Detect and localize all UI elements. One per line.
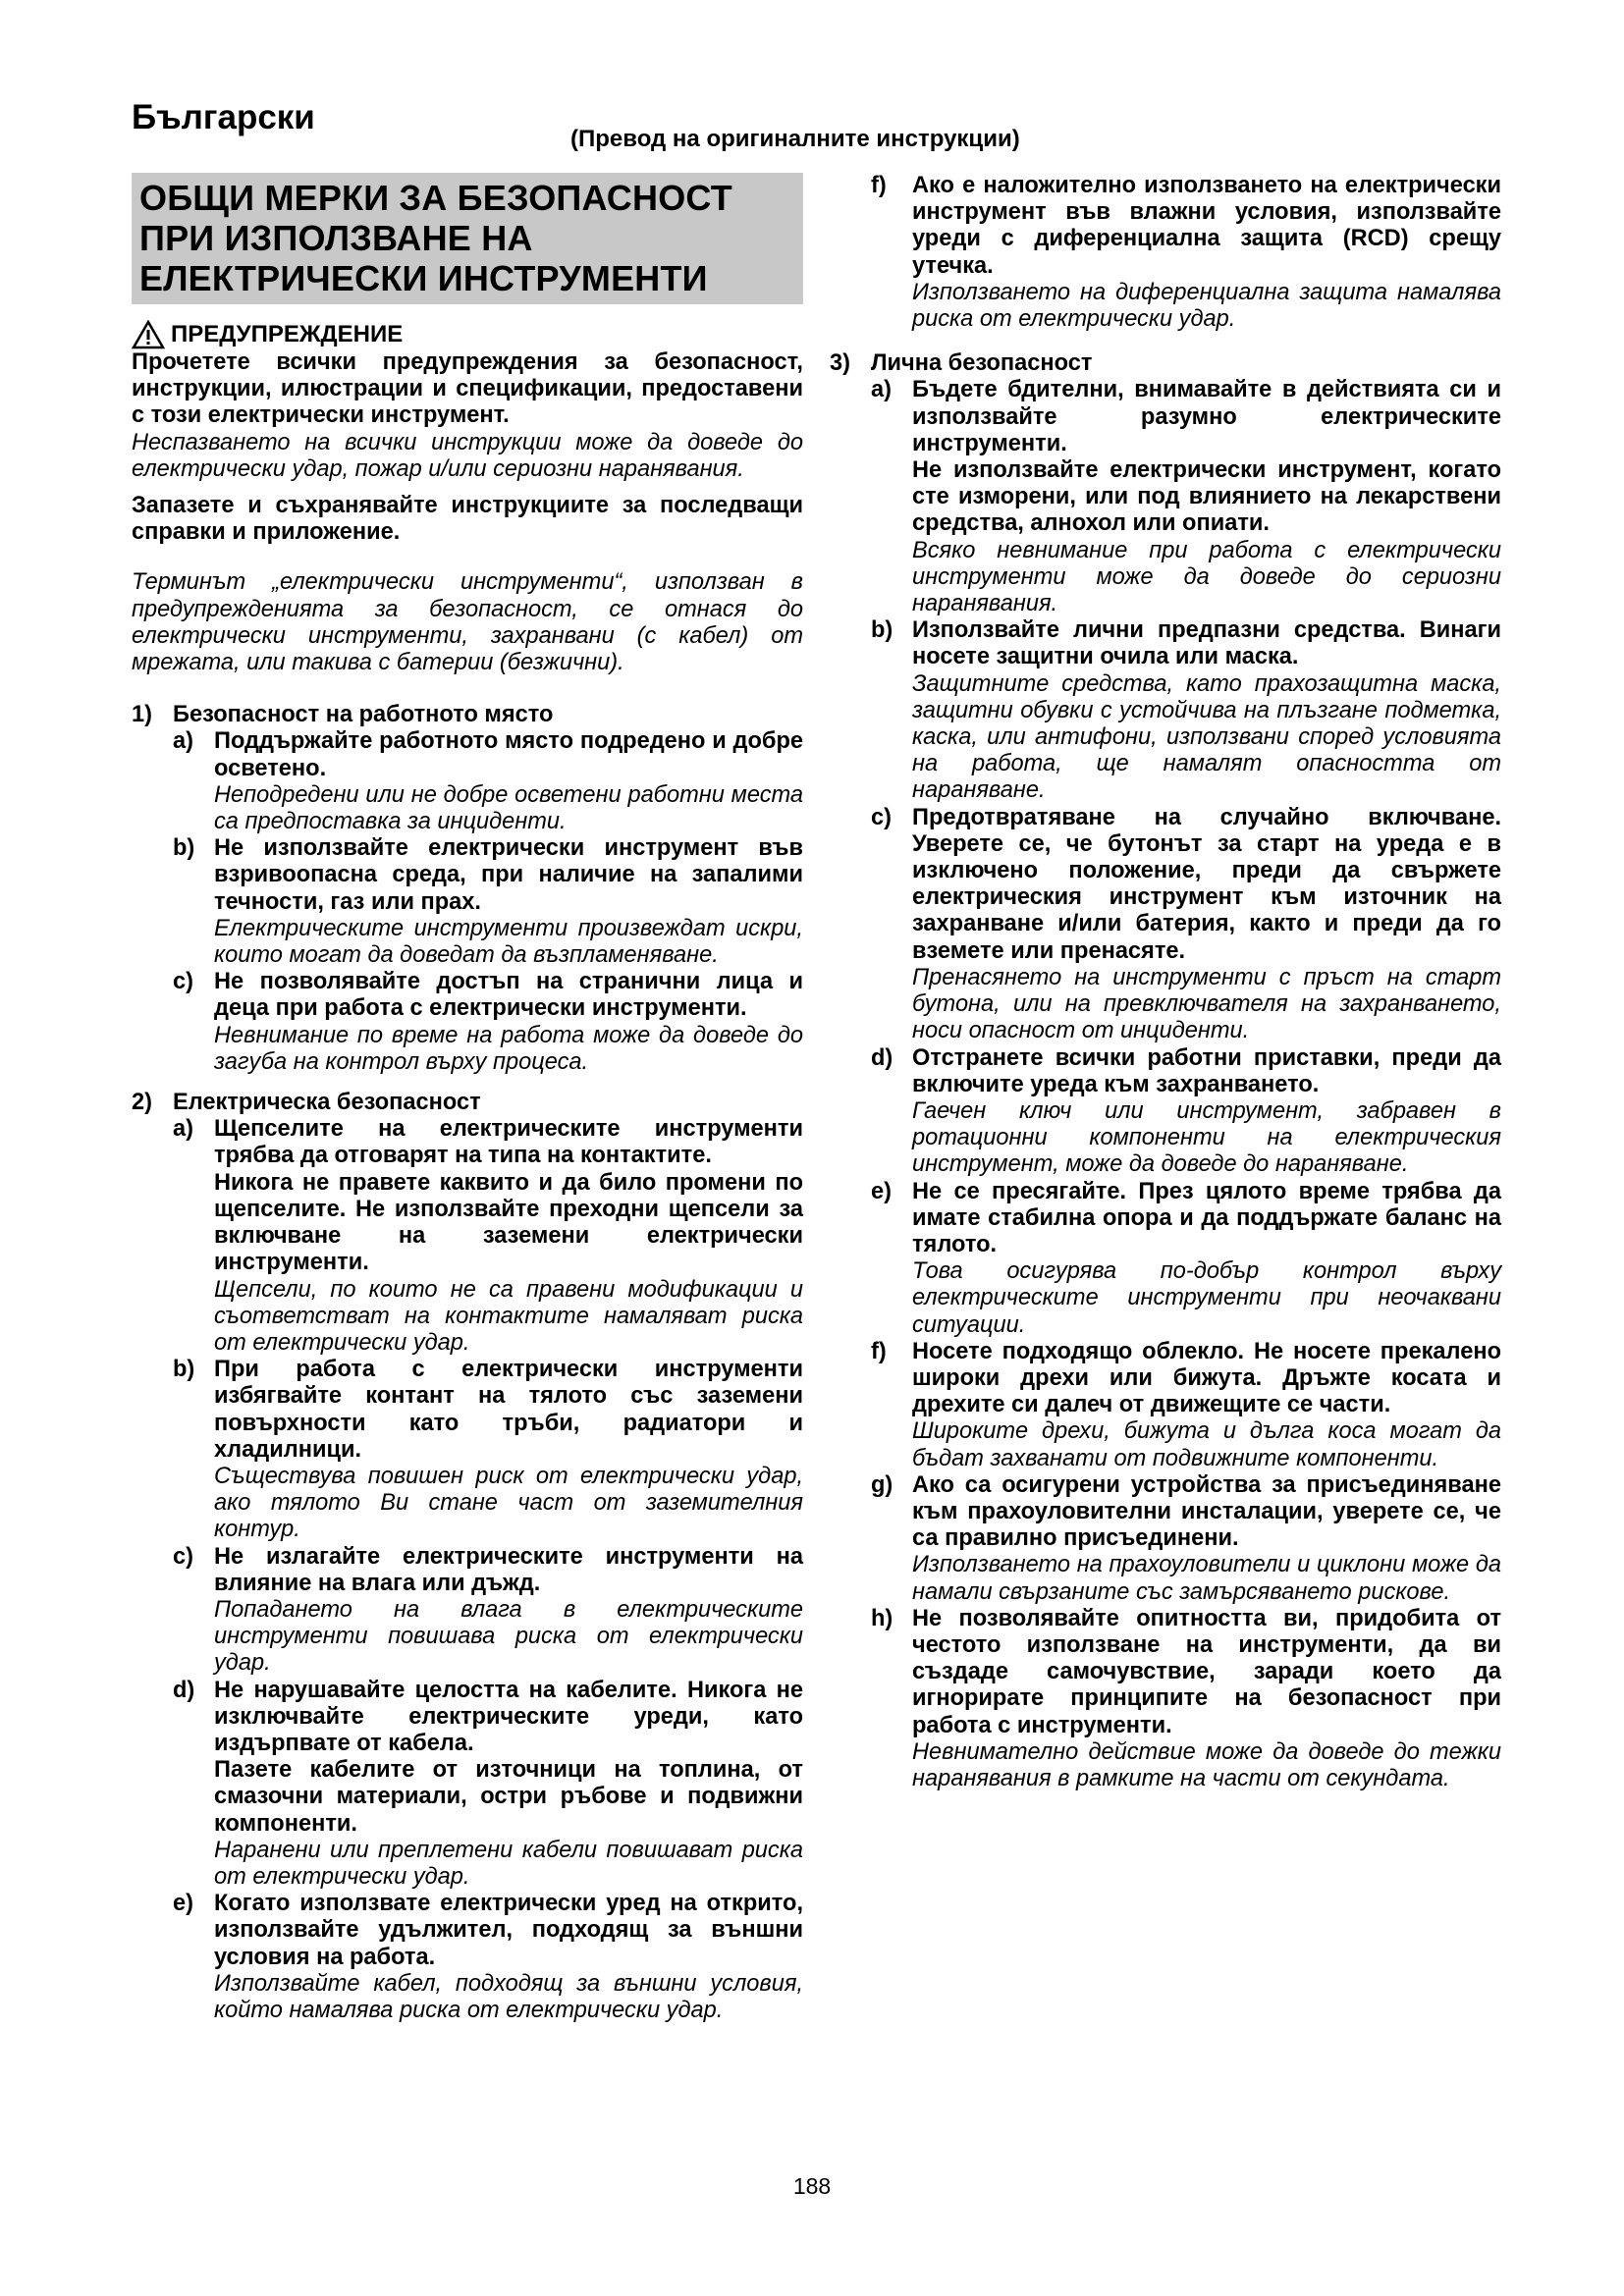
section-title-box: [132, 173, 803, 304]
section-heading: 1) Безопасност на работното място: [132, 702, 554, 728]
list-item: a) Щепселите на електрическите инструменти трябва да отговарят на типа на контактите. Никога не правете каквито и да било промени по щепселите. Не използвайте преходни щепсели за включване на заземени електрически инструменти. Щепсели, по които не са правени модификации и съответстват на контактите намаляват риска от електрически удар.: [173, 1116, 803, 1356]
list-item: c) Не позволявайте достъп на странични лица и деца при работа с електрически инструменти. Невнимание по време на работа може да доведе до загуба на контрол върху процеса.: [173, 969, 803, 1075]
list-item: d) Не нарушавайте целостта на кабелите. Никога не изключвайте електрическите уреди, като издърпвате от кабела. Пазете кабелите от източници на топлина, от смазочни материали, остри ръбове и подвижни компоненти. Наранени или преплетени кабели повишават риска от електрически удар.: [173, 1677, 803, 1890]
keep-instructions: Запазете и съхранявайте инструкциите за последващи справки и приложение.: [132, 493, 803, 546]
section-title-line: ПРИ ИЗПОЛЗВАНЕ НА: [139, 218, 533, 258]
list-item: b) При работа с електрически инструменти избягвайте контант на тялото със заземени повърхности като тръби, радиатори и хладилници. Съществува повишен риск от електрически удар, ако тялото Ви стане част от заземителния контур.: [173, 1357, 803, 1543]
page-subtitle: (Превод на оригиналните инструкции): [570, 126, 1020, 152]
section-heading: 3) Лична безопасност: [830, 350, 1093, 377]
warning-label: ПРЕДУПРЕЖДЕНИЕ: [171, 321, 404, 348]
list-item: a) Бъдете бдителни, внимавайте в действията си и използвайте разумно електрическите инструменти. Не използвайте електрически инструмент, когато сте изморени, или под влиянието на лекарствени средства, алнохол или опиати. Всяко невнимание при работа с електрически инструменти може да доведе до сериозни наранявания.: [871, 377, 1501, 617]
warning-heading: [132, 320, 803, 349]
section-heading: 2) Електрическа безопасност: [132, 1090, 481, 1116]
right-column: [830, 173, 1501, 1792]
section-title-line: ОБЩИ МЕРКИ ЗА БЕЗОПАСНОСТ: [139, 178, 732, 218]
list-item: h) Не позволявайте опитността ви, придобита от честото използване на инструменти, да ви създаде самочувствие, заради което да игнорирате принципите на безопасност при работа с инструменти. Невнимателно действие може да доведе до тежки наранявания в рамките на части от секундата.: [871, 1605, 1501, 1791]
section-title-line: ЕЛЕКТРИЧЕСКИ ИНСТРУМЕНТИ: [139, 258, 708, 298]
list-item: b) Не използвайте електрически инструмент във взривоопасна среда, при наличие на запалими течности, газ или прах. Електрическите инструменти произвеждат искри, които могат да доведат да възпламеняване.: [173, 835, 803, 969]
warning-triangle-icon: [132, 320, 165, 349]
list-item: g) Ако са осигурени устройства за присъединяване към прахоуловителни инсталации, уверете се, че са правилно присъединени. Използването на прахоуловители и циклони може да намали свързаните със замърсяването рискове.: [871, 1471, 1501, 1605]
term-definition: Терминът „електрически инструменти“, използван в предупрежденията за безопасност, се отнася до електрически инструменти, захранвани (с кабел) от мрежата, или такива с батерии (безжични).: [132, 569, 803, 676]
list-item: e) Не се пресягайте. През цялото време трябва да имате стабилна опора и да поддържате баланс на тялото. Това осигурява по-добър контрол върху електрическите инструменти при неочаквани ситуации.: [871, 1178, 1501, 1338]
page-number: 188: [792, 2173, 832, 2199]
list-item: e) Когато използвате електрически уред на открито, използвайте удължител, подходящ за външни условия на работа. Използвайте кабел, подходящ за външни условия, който намалява риска от електрически удар.: [173, 1891, 803, 2023]
list-item: a) Поддържайте работното място подредено и добре осветено. Неподредени или не добре осветени работни места са предпоставка за инциденти.: [173, 728, 803, 835]
warning-italic-text: Неспазването на всички инструкции може да доведе до електрически удар, пожар и/или сериозни наранявания.: [132, 429, 803, 482]
list-item: c) Предотвратяване на случайно включване. Уверете се, че бутонът за старт на уреда е в изключено положение, преди да свържете електрическия инструмент към източник на захранване и/или батерия, както и преди да го вземете или пренасяте. Пренасянето на инструменти с пръст на старт бутона, или на превключвателя на захранването, носи опасност от инциденти.: [871, 804, 1501, 1044]
list-item: d) Отстранете всички работни приставки, преди да включите уреда към захранването. Гаечен ключ или инструмент, забравен в ротационни компоненти на електрическия инструмент, може да доведе до нараняване.: [871, 1044, 1501, 1178]
list-item: f) Ако е наложително използването на електрически инструмент във влажни условия, използвайте уреди с диференциална защита (RCD) срещу утечка. Използването на диференциална защита намалява риска от електрически удар.: [871, 173, 1501, 333]
warning-bold-text: Прочетете всички предупреждения за безопасност, инструкции, илюстрации и спецификации, предоставени с този електрически инструмент.: [132, 349, 803, 429]
page-language: Български: [132, 98, 315, 136]
list-item: c) Не излагайте електрическите инструменти на влияние на влага или дъжд. Попадането на влага в електрическите инструменти повишава риска от електрически удар.: [173, 1543, 803, 1677]
list-item: b) Използвайте лични предпазни средства. Винаги носете защитни очила или маска. Защитните средства, като прахозащитна маска, защитни обувки с устойчива на плъзгане подметка, каска, или антифони, използвани според условията на работа, ще намалят опасността от нараняване.: [871, 617, 1501, 804]
list-item: f) Носете подходящо облекло. Не носете прекалено широки дрехи или бижута. Дръжте косата и дрехите си далеч от движещите се части. Широките дрехи, бижута и дълга коса могат да бъдат захванати от подвижните компоненти.: [871, 1338, 1501, 1471]
left-column: [132, 173, 803, 2024]
